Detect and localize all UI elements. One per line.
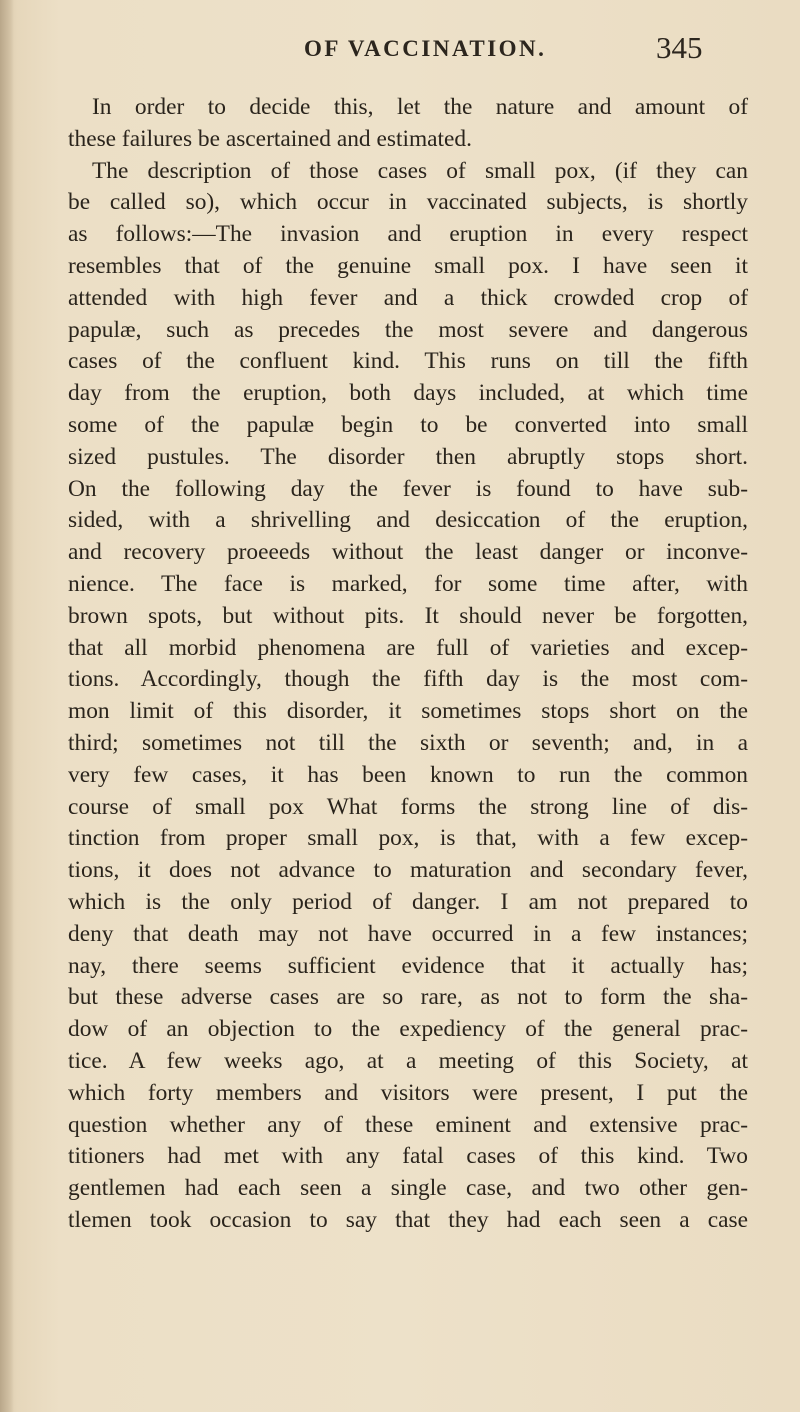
text-line: deny that death may not have occurred in a few instances; [68,920,748,947]
text-line: papulæ, such as precedes the most severe and dangerous [68,316,748,343]
text-line: In order to decide this, let the nature and amount of [92,94,748,120]
running-head-title: OF VACCINATION. [304,36,547,61]
text-line: question whether any of these eminent and extensive prac- [68,1111,748,1138]
text-line: day from the eruption, both days included, at which time [68,380,748,407]
text-line: nay, there seems sufficient evidence that it actually has; [68,952,748,979]
text-line: nience. The face is marked, for some time after, with [68,570,748,597]
text-line: very few cases, it has been known to run the common [68,761,748,788]
text-line: titioners had met with any fatal cases of this kind. Two [68,1143,748,1170]
text-line: that all morbid phenomena are full of varieties and excep- [68,634,748,661]
text-line: be called so), which occur in vaccinated subjects, is shortly [68,189,748,216]
text-line: mon limit of this disorder, it sometimes stops short on the [68,698,748,725]
text-line: tice. A few weeks ago, at a meeting of this Society, at [68,1047,748,1074]
text-line: brown spots, but without pits. It should never be forgotten, [68,602,748,629]
text-line: cases of the confluent kind. This runs on till the fifth [68,348,748,375]
text-line: On the following day the fever is found to have sub- [68,475,748,502]
running-head [0,30,800,70]
page-number: 345 [656,30,703,65]
text-line: tlemen took occasion to say that they had each seen a case [68,1206,748,1233]
text-line: dow of an objection to the expediency of the general prac- [68,1016,748,1043]
text-line: which is the only period of danger. I am not prepared to [68,888,748,915]
text-line: resembles that of the genuine small pox. I have seen it [68,252,748,279]
text-line: as follows:—The invasion and eruption in every respect [68,221,748,248]
text-line: tions, it does not advance to maturation and secondary fever, [68,857,748,884]
text-line: sized pustules. The disorder then abruptly stops short. [68,443,748,470]
text-line: which forty members and visitors were present, I put the [68,1079,748,1106]
text-line: but these adverse cases are so rare, as not to form the sha- [68,984,748,1011]
text-line: attended with high fever and a thick crowded crop of [68,284,748,311]
text-line: these failures be ascertained and estimated. [68,125,472,152]
body-text [68,92,748,1237]
text-line: tions. Accordingly, though the fifth day is the most com- [68,666,748,693]
text-line: and recovery proeeeds without the least danger or inconve- [68,539,748,566]
text-line: third; sometimes not till the sixth or seventh; and, in a [68,729,748,756]
page-gutter-shadow [0,0,14,1412]
text-line: gentlemen had each seen a single case, and two other gen- [68,1175,748,1202]
text-line: course of small pox What forms the strong line of dis- [68,793,748,820]
text-line: The description of those cases of small pox, (if they can [92,157,748,184]
text-line: tinction from proper small pox, is that, with a few excep- [68,825,748,852]
text-line: sided, with a shrivelling and desiccation of the eruption, [68,507,748,534]
text-line: some of the papulæ begin to be converted into small [68,411,748,438]
